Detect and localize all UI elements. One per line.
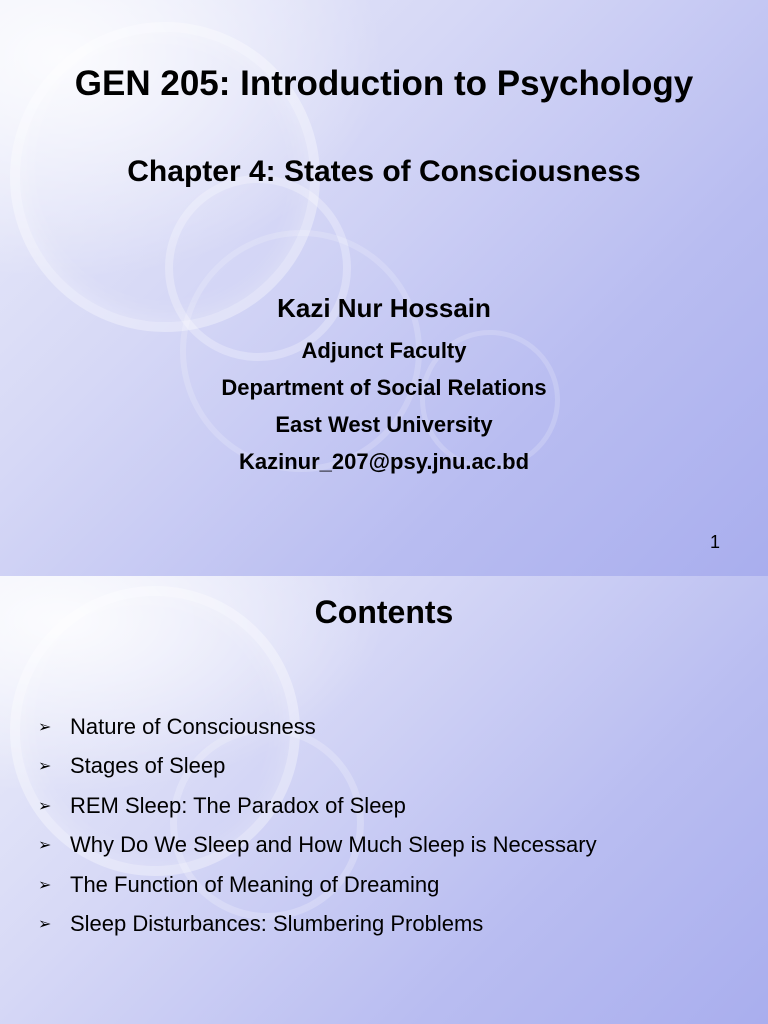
chapter-title: Chapter 4: States of Consciousness [127,155,641,188]
list-item-label: Nature of Consciousness [70,713,316,739]
contents-slide [0,576,768,1024]
list-item-label: REM Sleep: The Paradox of Sleep [70,792,406,818]
arrow-bullet-icon: ➢ [38,837,52,855]
arrow-bullet-icon: ➢ [38,718,52,736]
list-item [38,707,597,747]
contents-list [38,707,597,944]
slide-number: 1 [709,532,720,552]
list-item [38,905,597,945]
presenter-email: Kazinur_207@psy.jnu.ac.bd [238,449,530,474]
course-title: GEN 205: Introduction to Psychology [74,64,694,103]
list-item [38,865,597,905]
list-item [38,826,597,866]
presenter-department: Department of Social Relations [221,375,547,400]
arrow-bullet-icon: ➢ [38,797,52,815]
presenter-university: East West University [275,412,493,437]
list-item-label: The Function of Meaning of Dreaming [70,871,440,897]
list-item-label: Stages of Sleep [70,753,226,779]
list-item-label: Why Do We Sleep and How Much Sleep is Necessary [70,832,597,858]
list-item [38,747,597,787]
arrow-bullet-icon: ➢ [38,876,52,894]
presenter-info [0,290,768,480]
arrow-bullet-icon: ➢ [38,916,52,934]
presenter-name: Kazi Nur Hossain [277,293,491,323]
arrow-bullet-icon: ➢ [38,758,52,776]
presenter-position: Adjunct Faculty [301,338,467,363]
list-item [38,786,597,826]
list-item-label: Sleep Disturbances: Slumbering Problems [70,911,484,937]
contents-title: Contents [314,594,454,630]
